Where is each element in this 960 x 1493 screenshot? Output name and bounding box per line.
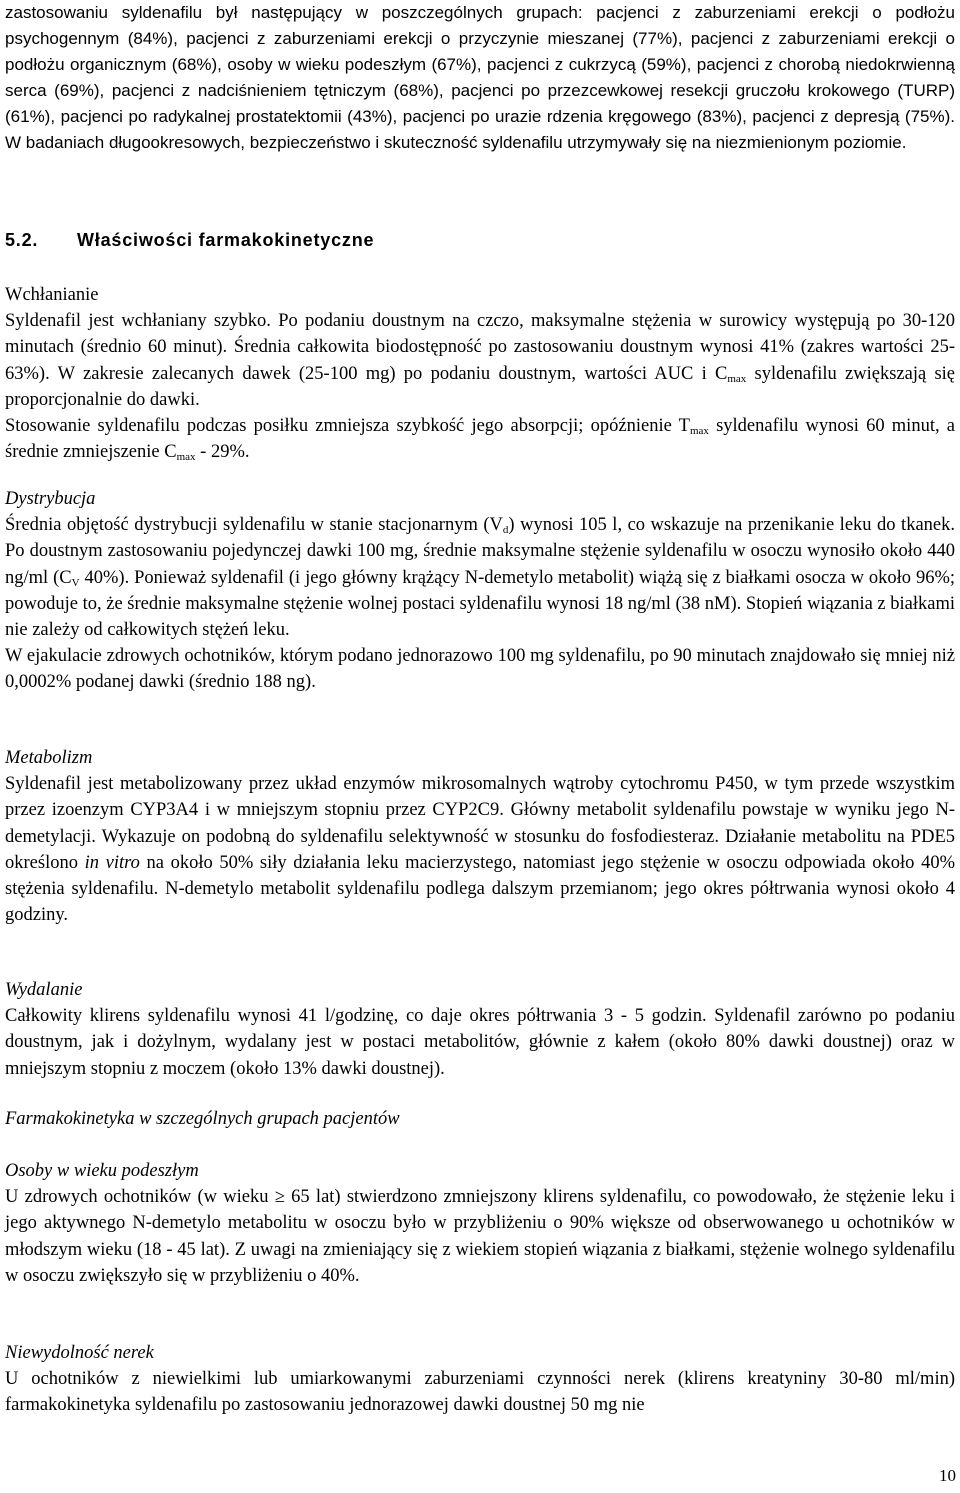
excretion-paragraph: Całkowity klirens syldenafilu wynosi 41 l/godzinę, co daje okres półtrwania 3 - 5 godzin. Syldenafil zarówno po podaniu doustnym, jak i dożylnym, wydalany jest w postaci metabolitów, głównie z kałem (około 80% dawki doustnej) oraz w mniejszym stopniu z moczem (około 13% dawki doustnej). bbox=[5, 1006, 955, 1079]
section-title: Właściwości farmakokinetyczne bbox=[77, 230, 375, 250]
intro-paragraph: zastosowaniu syldenafilu był następujący w poszczególnych grupach: pacjenci z zaburzeniami erekcji o podłożu psychogennym (84%), pacjenci z zaburzeniami erekcji o przyczynie mieszanej (77%), pacjenci z zaburzeniami erekcji o podłożu organicznym (68%), osoby w wieku podeszłym (67%), pacjenci z cukrzycą (59%), pacjenci z chorobą niedokrwienną serca (69%), pacjenci z nadciśnieniem tętniczym (68%), pacjenci po przezcewkowej resekcji gruczołu krokowego (TURP) (61%), pacjenci po radykalnej prostatektomii (43%), pacjenci po urazie rdzenia kręgowego (83%), pacjenci z depresją (75%). W badaniach długookresowych, bezpieczeństwo i skuteczność syldenafilu utrzymywały się na niezmienionym poziomie. bbox=[5, 3, 955, 153]
distribution-paragraph-2: W ejakulacie zdrowych ochotników, którym podano jednorazowo 100 mg syldenafilu, po 90 minutach znajdowało się mniej niż 0,0002% podanej dawki (średnio 188 ng). bbox=[5, 646, 955, 693]
renal-paragraph: U ochotników z niewielkimi lub umiarkowanymi zaburzeniami czynności nerek (klirens kreatyniny 30-80 ml/min) farmakokinetyka syldenafilu po zastosowaniu jednorazowej dawki doustnej 50 mg nie bbox=[5, 1369, 955, 1416]
metabolism-section bbox=[5, 745, 955, 928]
elderly-paragraph: U zdrowych ochotników (w wieku ≥ 65 lat) stwierdzono zmniejszony klirens syldenafilu, co powodowało, że stężenie leku i jego aktywnego N-demetylo metabolitu w osoczu było w przybliżeniu o 90% większe od obserwowanego u ochotników w młodszym wieku (18 - 45 lat). Z uwagi na zmieniający się z wiekiem stopień wiązania z białkami, stężenie wolnego syldenafilu w osoczu zwiększyło się w przybliżeniu o 40%. bbox=[5, 1187, 955, 1286]
excretion-heading: Wydalanie bbox=[5, 980, 83, 1000]
renal-section bbox=[5, 1340, 955, 1419]
section-number: 5.2. bbox=[5, 230, 39, 250]
distribution-heading: Dystrybucja bbox=[5, 489, 96, 509]
absorption-paragraph-1: Syldenafil jest wchłaniany szybko. Po podaniu doustnym na czczo, maksymalne stężenia w surowicy występują po 30-120 minutach (średnio 60 minut). Średnia całkowita biodostępność po zastosowaniu doustnym wynosi 41% (zakres wartości 25-63%). W zakresie zalecanych dawek (25-100 mg) po podaniu doustnym, wartości AUC i $C_{max}$ syldenafilu zwiększają się proporcjonalnie do dawki. bbox=[5, 311, 955, 410]
absorption-paragraph-2: Stosowanie syldenafilu podczas posiłku zmniejsza szybkość jego absorpcji; opóźnienie $T_{max}$ syldenafilu wynosi 60 minut, a średnie zmniejszenie $C_{max} - 29\%$. bbox=[5, 416, 955, 464]
page-number: 10 bbox=[939, 1466, 956, 1485]
special-groups-section bbox=[5, 1106, 955, 1132]
absorption-heading: Wchłanianie bbox=[5, 285, 99, 305]
renal-heading: Niewydolność nerek bbox=[5, 1343, 154, 1363]
special-groups-heading: Farmakokinetyka w szczególnych grupach pacjentów bbox=[5, 1109, 400, 1129]
section-heading bbox=[5, 230, 374, 251]
elderly-heading: Osoby w wieku podeszłym bbox=[5, 1161, 199, 1181]
excretion-section bbox=[5, 977, 955, 1082]
greater-equal-symbol: ≥ bbox=[274, 1187, 285, 1208]
distribution-paragraph-1: Średnia objętość dystrybucji syldenafilu w stanie stacjonarnym $(V_d)$ wynosi 105 l, co wskazuje na przenikanie leku do tkanek. Po doustnym zastosowaniu pojedynczej dawki 100 mg, średnie maksymalne stężenie syldenafilu w osoczu wynosiło około 440 ng/ml ($C_V$ 40%). Ponieważ syldenafil (i jego główny krążący N-demetylo metabolit) wiążą się z białkami osocza w około 96%; powoduje to, że średnie maksymalne stężenie wolnej postaci syldenafilu wynosi 18 ng/ml (38 nM). Stopień wiązania z białkami nie zależy od całkowitych stężeń leku. bbox=[5, 515, 956, 641]
elderly-section bbox=[5, 1158, 955, 1289]
absorption-section bbox=[5, 282, 955, 465]
metabolism-heading: Metabolizm bbox=[5, 748, 93, 768]
metabolism-paragraph: Syldenafil jest metabolizowany przez układ enzymów mikrosomalnych wątroby cytochromu P450, w tym przede wszystkim przez izoenzym CYP3A4 i w mniejszym stopniu przez CYP2C9. Główny metabolit syldenafilu powstaje w wyniku jego N-demetylacji. Wykazuje on podobną do syldenafilu selektywność w stosunku do fosfodiesteraz. Działanie metabolitu na PDE5 określono in vitro na około 50% siły działania leku macierzystego, natomiast jego stężenie w osoczu odpowiada około 40% stężenia syldenafilu. N-demetylo metabolit syldenafilu podlega dalszym przemianom; jego okres półtrwania wynosi około 4 godziny. bbox=[5, 774, 955, 926]
distribution-section bbox=[5, 486, 955, 696]
